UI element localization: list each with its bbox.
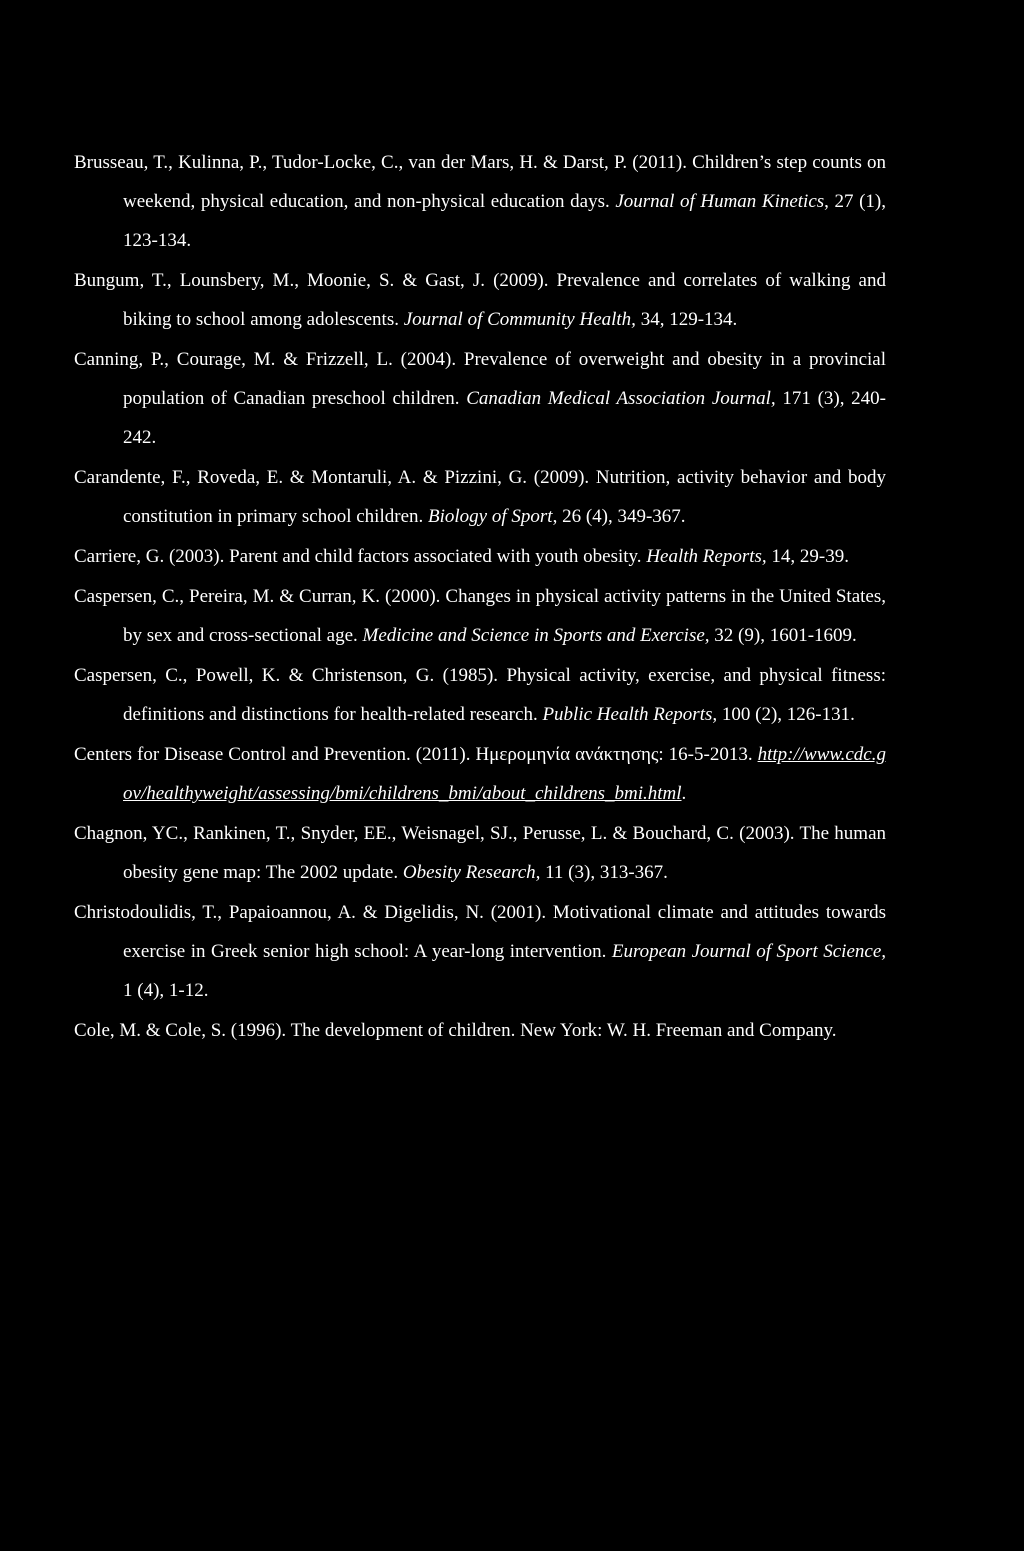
reference-details: 171 (3), 240-242. xyxy=(123,388,886,448)
reference-list xyxy=(74,143,886,1050)
journal-title: Public Health Reports, xyxy=(542,704,718,725)
journal-title: Medicine and Science in Sports and Exercise, xyxy=(362,625,710,646)
reference-details: 32 (9), 1601-1609. xyxy=(709,625,857,646)
reference-entry xyxy=(74,458,886,536)
reference-entry xyxy=(74,893,886,1010)
journal-title: Health Reports, xyxy=(646,546,767,567)
reference-details: , 27 (1), 123-134. xyxy=(123,191,886,251)
reference-text: Caspersen, C., Pereira, M. & Curran, K. (2000). Changes in physical activity patterns in the United States, by sex and cross-sectional age. xyxy=(74,586,886,646)
reference-text: Bungum, T., Lounsbery, M., Moonie, S. & Gast, J. (2009). Prevalence and correlates of walking and biking to school among adolescents. xyxy=(74,270,886,330)
reference-entry xyxy=(74,656,886,734)
reference-text: Carandente, F., Roveda, E. & Montaruli, A. & Pizzini, G. (2009). Nutrition, activity behavior and body constitution in primary school children. xyxy=(74,467,886,527)
reference-text: Centers for Disease Control and Prevention. (2011). Ημερομηνία ανάκτησης: 16-5-2013. xyxy=(74,744,758,765)
reference-details: , 26 (4), 349-367. xyxy=(552,506,686,527)
reference-entry xyxy=(74,537,886,576)
journal-title: Journal of Human Kinetics xyxy=(615,191,825,212)
journal-title: Biology of Sport xyxy=(428,506,553,527)
reference-details: 34, 129-134. xyxy=(635,309,738,330)
reference-entry xyxy=(74,261,886,339)
reference-text: Christodoulidis, T., Papaioannou, A. & Digelidis, N. (2001). Motivational climate and attitudes towards exercise in Greek senior high school: A year-long intervention. xyxy=(74,902,886,962)
journal-title: Journal of Community Health, xyxy=(403,309,636,330)
reference-text: Caspersen, C., Powell, K. & Christenson, G. (1985). Physical activity, exercise, and physical fitness: definitions and distinctions for health-related research. xyxy=(74,665,886,725)
journal-title: European Journal of Sport Science, xyxy=(611,941,887,962)
reference-entry xyxy=(74,143,886,260)
reference-entry xyxy=(74,814,886,892)
reference-details: 100 (2), 126-131. xyxy=(717,704,855,725)
journal-title: Obesity Research, xyxy=(402,862,541,883)
journal-title: Canadian Medical Association Journal, xyxy=(466,388,776,409)
reference-entry xyxy=(74,1011,886,1050)
reference-entry xyxy=(74,340,886,457)
reference-details: 1 (4), 1-12. xyxy=(123,980,209,1001)
reference-text: Carriere, G. (2003). Parent and child factors associated with youth obesity. xyxy=(74,546,647,567)
reference-url-link[interactable]: http://www.cdc.gov/healthyweight/assessing/bmi/childrens_bmi/about_childrens_bmi.html xyxy=(123,744,886,804)
reference-details: 11 (3), 313-367. xyxy=(540,862,668,883)
reference-details: 14, 29-39. xyxy=(766,546,849,567)
reference-text: Chagnon, YC., Rankinen, T., Snyder, EE., Weisnagel, SJ., Perusse, L. & Bouchard, C. (2003). The human obesity gene map: The 2002 update. xyxy=(74,823,886,883)
reference-text: Brusseau, T., Kulinna, P., Tudor-Locke, C., van der Mars, H. & Darst, P. (2011). Children’s step counts on weekend, physical education, and non-physical education days. xyxy=(74,152,886,212)
reference-details: . xyxy=(681,783,687,804)
reference-entry xyxy=(74,735,886,813)
reference-entry xyxy=(74,577,886,655)
reference-text: Cole, M. & Cole, S. (1996). The development of children. New York: W. H. Freeman and Company. xyxy=(74,1020,837,1041)
reference-text: Canning, P., Courage, M. & Frizzell, L. (2004). Prevalence of overweight and obesity in a provincial population of Canadian preschool children. xyxy=(74,349,886,409)
